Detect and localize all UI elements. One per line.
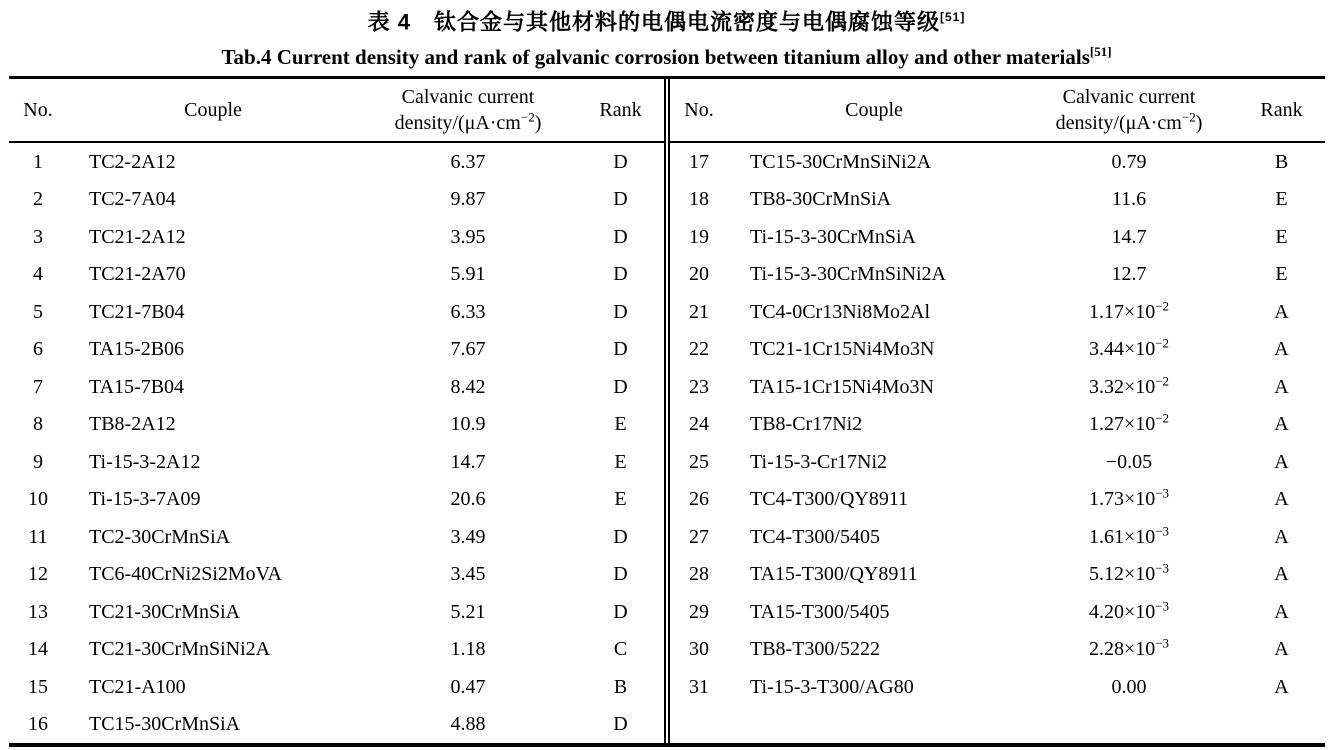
density-exponent: −3	[1155, 597, 1170, 613]
row-density: $1.61\times 10^{-3}$	[1088, 522, 1170, 548]
header-density-unit-close: )	[534, 112, 542, 135]
row-rank: D	[613, 713, 628, 736]
row-number: 16	[28, 713, 48, 736]
row-rank: D	[613, 600, 628, 623]
header-density-exponent: −2	[1181, 109, 1196, 125]
row-density: $1.73\times 10^{-3}$	[1088, 485, 1170, 511]
row-density: 20.6	[450, 488, 486, 511]
row-density: −0.05	[1105, 450, 1153, 473]
row-number: 11	[28, 525, 48, 548]
row-couple: TA15-T300/5405	[750, 600, 890, 623]
row-couple: TA15-T300/QY8911	[750, 563, 918, 586]
density-exponent: −3	[1155, 522, 1170, 538]
row-couple: TC2-7A04	[89, 188, 176, 211]
row-number: 13	[28, 600, 48, 623]
row-number: 24	[689, 413, 709, 436]
header-density-exponent: −2	[520, 109, 535, 125]
density-exponent: −2	[1155, 410, 1170, 426]
row-number: 6	[33, 338, 43, 361]
row-density: 8.42	[450, 375, 486, 398]
table-row	[9, 593, 664, 631]
row-number: 28	[689, 563, 709, 586]
row-rank: A	[1274, 338, 1289, 361]
table-row	[9, 556, 664, 594]
table-row	[670, 556, 1325, 594]
header-row	[9, 79, 664, 142]
row-number: 9	[33, 450, 43, 473]
row-number: 31	[689, 675, 709, 698]
table-caption-chinese	[0, 0, 1333, 36]
row-rank: D	[613, 525, 628, 548]
row-number: 21	[689, 300, 709, 323]
row-density: 3.95	[450, 225, 486, 248]
table-row	[670, 518, 1325, 556]
row-rank: D	[613, 338, 628, 361]
table-row	[670, 593, 1325, 631]
table-row	[9, 256, 664, 294]
row-couple: TA15-2B06	[89, 338, 185, 361]
table-row	[9, 293, 664, 331]
row-couple: TB8-2A12	[89, 413, 176, 436]
table-header-right	[670, 79, 1325, 142]
row-number: 3	[33, 225, 43, 248]
row-couple: TB8-Cr17Ni2	[750, 413, 863, 436]
density-exponent: −2	[1155, 372, 1170, 388]
row-rank: A	[1274, 525, 1289, 548]
row-density: $1.27\times 10^{-2}$	[1088, 410, 1170, 436]
row-number: 22	[689, 338, 709, 361]
row-density: $3.32\times 10^{-2}$	[1088, 372, 1170, 398]
row-rank: A	[1274, 375, 1289, 398]
row-density: 14.7	[1111, 225, 1147, 248]
row-number: 26	[689, 488, 709, 511]
table-row	[670, 293, 1325, 331]
row-rank: E	[1275, 263, 1288, 286]
row-couple: Ti-15-3-T300/AG80	[750, 675, 914, 698]
table-row	[9, 443, 664, 481]
row-number: 2	[33, 188, 43, 211]
row-rank: B	[613, 675, 628, 698]
row-density: $3.44\times 10^{-2}$	[1088, 335, 1170, 361]
table-body-left	[9, 142, 664, 743]
table-row	[9, 181, 664, 219]
row-number: 30	[689, 638, 709, 661]
header-no: No.	[670, 79, 728, 142]
row-density: 3.49	[450, 525, 486, 548]
header-no: No.	[9, 79, 67, 142]
row-number: 19	[689, 225, 709, 248]
row-rank: C	[613, 638, 628, 661]
row-number: 4	[33, 263, 43, 286]
row-couple: TC4-T300/QY8911	[750, 488, 909, 511]
row-number: 29	[689, 600, 709, 623]
table-right-half	[664, 79, 1325, 743]
table-row	[9, 218, 664, 256]
row-couple: TC21-30CrMnSiNi2A	[89, 638, 271, 661]
header-density-unit: density/(μA·cm	[394, 112, 521, 135]
density-exponent: −3	[1155, 635, 1170, 651]
table-row	[670, 443, 1325, 481]
row-couple: Ti-15-3-Cr17Ni2	[750, 450, 888, 473]
row-couple: Ti-15-3-7A09	[89, 488, 201, 511]
row-rank: A	[1274, 300, 1289, 323]
row-number: 1	[33, 150, 43, 173]
header-density	[359, 79, 577, 142]
row-couple: TB8-T300/5222	[750, 638, 880, 661]
table-row	[9, 706, 664, 744]
density-exponent: −3	[1155, 560, 1170, 576]
row-rank: D	[613, 563, 628, 586]
row-density: 11.6	[1111, 188, 1147, 211]
row-number: 12	[28, 563, 48, 586]
row-rank: D	[613, 188, 628, 211]
row-number: 27	[689, 525, 709, 548]
density-exponent: −3	[1155, 485, 1170, 501]
table-row	[9, 406, 664, 444]
row-couple: TA15-1Cr15Ni4Mo3N	[750, 375, 934, 398]
row-rank: D	[613, 263, 628, 286]
table-row	[9, 331, 664, 369]
row-rank: A	[1274, 638, 1289, 661]
table-row	[670, 256, 1325, 294]
header-density-unit-close: )	[1195, 112, 1203, 135]
caption-zh-text: 表 4 钛合金与其他材料的电偶电流密度与电偶腐蚀等级	[367, 9, 940, 35]
row-rank: D	[613, 300, 628, 323]
row-couple: TC21-30CrMnSiA	[89, 600, 241, 623]
row-density: 10.9	[450, 413, 486, 436]
row-couple: TA15-7B04	[89, 375, 185, 398]
row-couple: TC2-2A12	[89, 150, 176, 173]
row-number: 5	[33, 300, 43, 323]
row-density: $2.28\times 10^{-3}$	[1088, 635, 1170, 661]
table-row	[670, 406, 1325, 444]
data-table-left	[9, 79, 664, 743]
row-rank: E	[1275, 225, 1288, 248]
row-density: 5.21	[450, 600, 486, 623]
row-rank: E	[1275, 188, 1288, 211]
header-density-line1: Calvanic current	[1062, 86, 1196, 109]
row-rank: A	[1274, 675, 1289, 698]
row-density: 14.7	[450, 450, 486, 473]
row-rank: D	[613, 375, 628, 398]
row-rank: D	[613, 225, 628, 248]
table-caption-english	[0, 39, 1333, 70]
row-couple: TC21-A100	[89, 675, 186, 698]
row-couple: Ti-15-3-2A12	[89, 450, 201, 473]
table-row	[9, 481, 664, 519]
table-row	[670, 142, 1325, 181]
row-number: 7	[33, 375, 43, 398]
header-density	[1020, 79, 1238, 142]
header-couple: Couple	[67, 79, 359, 142]
caption-en-text: Tab.4 Current density and rank of galvanic corrosion between titanium alloy and other materials	[221, 45, 1090, 70]
citation-ref-en: [51]	[1089, 44, 1112, 60]
row-number: 15	[28, 675, 48, 698]
row-density: $1.17\times 10^{-2}$	[1088, 297, 1170, 323]
table-row	[670, 668, 1325, 706]
table-row	[9, 631, 664, 669]
header-rank: Rank	[1238, 79, 1325, 142]
row-density: 9.87	[450, 188, 486, 211]
row-number: 8	[33, 413, 43, 436]
row-density: 3.45	[450, 563, 486, 586]
table-body-right	[670, 142, 1325, 706]
row-rank: A	[1274, 488, 1289, 511]
header-density-line1: Calvanic current	[401, 86, 535, 109]
table-row	[670, 631, 1325, 669]
row-density: 4.88	[450, 713, 486, 736]
row-density: $4.20\times 10^{-3}$	[1088, 597, 1170, 623]
table-row	[9, 518, 664, 556]
table-row	[9, 368, 664, 406]
row-number: 10	[28, 488, 48, 511]
row-couple: Ti-15-3-30CrMnSiNi2A	[750, 263, 946, 286]
citation-ref-zh: [51]	[940, 10, 966, 24]
row-number: 23	[689, 375, 709, 398]
table-row	[9, 668, 664, 706]
row-density: 1.18	[450, 638, 486, 661]
row-number: 20	[689, 263, 709, 286]
row-rank: A	[1274, 600, 1289, 623]
row-density: 0.79	[1111, 150, 1147, 173]
row-couple: TC21-2A12	[89, 225, 186, 248]
header-density-unit: density/(μA·cm	[1055, 112, 1182, 135]
row-couple: TC4-0Cr13Ni8Mo2Al	[750, 300, 930, 323]
row-rank: E	[614, 450, 627, 473]
row-density: 5.91	[450, 263, 486, 286]
row-couple: TC15-30CrMnSiNi2A	[750, 150, 932, 173]
row-rank: A	[1274, 413, 1289, 436]
row-density: 6.37	[450, 150, 486, 173]
header-couple: Couple	[728, 79, 1020, 142]
row-couple: TC2-30CrMnSiA	[89, 525, 231, 548]
row-rank: D	[613, 150, 628, 173]
row-density: $5.12\times 10^{-3}$	[1088, 560, 1170, 586]
row-couple: TC6-40CrNi2Si2MoVA	[89, 563, 282, 586]
table-row	[670, 181, 1325, 219]
row-number: 18	[689, 188, 709, 211]
table-row	[9, 142, 664, 181]
header-rank: Rank	[577, 79, 664, 142]
table-row	[670, 368, 1325, 406]
table-header-left	[9, 79, 664, 142]
row-density: 12.7	[1111, 263, 1147, 286]
row-number: 14	[28, 638, 48, 661]
table-row	[670, 481, 1325, 519]
row-couple: TC21-7B04	[89, 300, 185, 323]
row-density: 0.00	[1111, 675, 1147, 698]
row-couple: TC4-T300/5405	[750, 525, 880, 548]
row-density: 6.33	[450, 300, 486, 323]
row-number: 25	[689, 450, 709, 473]
table-left-half	[9, 79, 664, 743]
row-couple: TC21-2A70	[89, 263, 186, 286]
row-couple: TB8-30CrMnSiA	[750, 188, 892, 211]
table-row	[670, 218, 1325, 256]
galvanic-corrosion-table	[9, 76, 1325, 747]
row-couple: TC21-1Cr15Ni4Mo3N	[750, 338, 935, 361]
density-exponent: −2	[1155, 297, 1170, 313]
row-couple: TC15-30CrMnSiA	[89, 713, 241, 736]
row-rank: E	[614, 488, 627, 511]
row-number: 17	[689, 150, 709, 173]
row-couple: Ti-15-3-30CrMnSiA	[750, 225, 916, 248]
data-table-right	[670, 79, 1325, 706]
row-rank: E	[614, 413, 627, 436]
row-rank: A	[1274, 450, 1289, 473]
density-exponent: −2	[1155, 335, 1170, 351]
header-row	[670, 79, 1325, 142]
row-density: 7.67	[450, 338, 486, 361]
row-rank: B	[1274, 150, 1289, 173]
row-rank: A	[1274, 563, 1289, 586]
row-density: 0.47	[450, 675, 486, 698]
table-row	[670, 331, 1325, 369]
